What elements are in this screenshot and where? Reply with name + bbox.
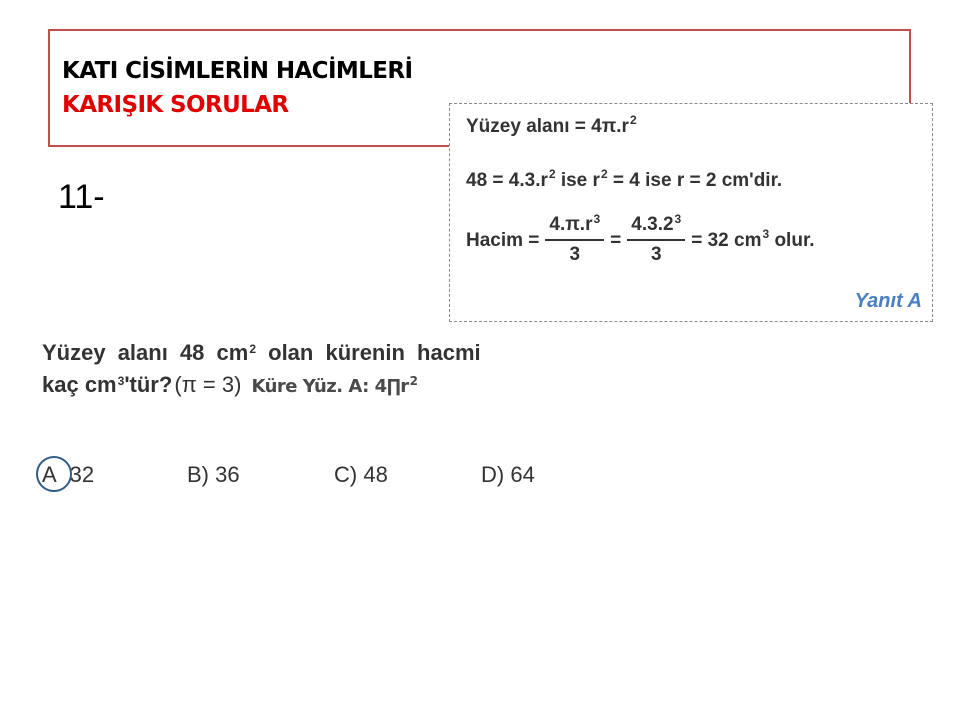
choice-c[interactable] (334, 462, 388, 488)
exponent: 2 (600, 167, 608, 181)
page-subtitle: KARIŞIK SORULAR (62, 92, 289, 118)
fraction-denominator: 3 (569, 244, 581, 265)
pi-note: (π = 3) (174, 372, 242, 397)
selected-circle-icon (36, 456, 72, 492)
question-number: 11- (58, 178, 105, 216)
choice-letter: C) (334, 462, 358, 487)
choice-value: 48 (363, 462, 388, 487)
equals-sign: = (610, 229, 622, 251)
choice-value: 36 (215, 462, 240, 487)
formula-hint: Küre Yüz. A: $4\prod r^2$ (251, 374, 418, 397)
fraction-substituted (627, 214, 685, 267)
question-line-1: Yüzey alanı 48 $cm^2$ olan kürenin hacmi (42, 340, 481, 365)
solution-text: = 4 ise r = 2 cm'dir. (607, 170, 783, 191)
answer-label: Yanıt A (854, 290, 922, 312)
page-title: KATI CİSİMLERİN HACİMLERİ (62, 58, 413, 84)
choice-d[interactable] (481, 462, 535, 488)
fraction-numerator: 4.3.2$^3$ (627, 214, 685, 241)
choice-letter: D) (481, 462, 505, 487)
choice-letter: B) (187, 462, 209, 487)
question-line-2: kaç cm $^3$ 'tür? (π = 3) Küre Yüz. A: $4\prod r^2$ (42, 372, 418, 397)
solution-line-volume (466, 214, 815, 267)
choice-b[interactable] (187, 462, 240, 488)
choice-letter: A (42, 462, 56, 487)
solution-box (449, 103, 933, 322)
solution-text: olur. (769, 229, 815, 251)
volume-result: = 32 cm (691, 229, 762, 251)
question-text (42, 340, 481, 398)
fraction-numerator: $4.\pi.r^3$ (545, 214, 604, 241)
choice-a[interactable] (42, 462, 94, 488)
volume-label: Hacim = (466, 229, 540, 251)
solution-line-surface-area (466, 113, 637, 138)
solution-line-radius (466, 167, 783, 192)
solution-text: 48 = 4.3.r (466, 170, 548, 191)
fraction-formula (545, 214, 604, 267)
choice-value: 32 (69, 462, 95, 487)
exponent: 3 (762, 226, 770, 241)
fraction-denominator: 3 (650, 244, 662, 265)
exponent: 2 (548, 167, 556, 181)
choice-value: 64 (510, 462, 535, 487)
solution-text: ise r (555, 170, 600, 191)
exponent: 2 (629, 113, 637, 127)
solution-text: Yüzey alanı = 4π.r (466, 116, 629, 137)
